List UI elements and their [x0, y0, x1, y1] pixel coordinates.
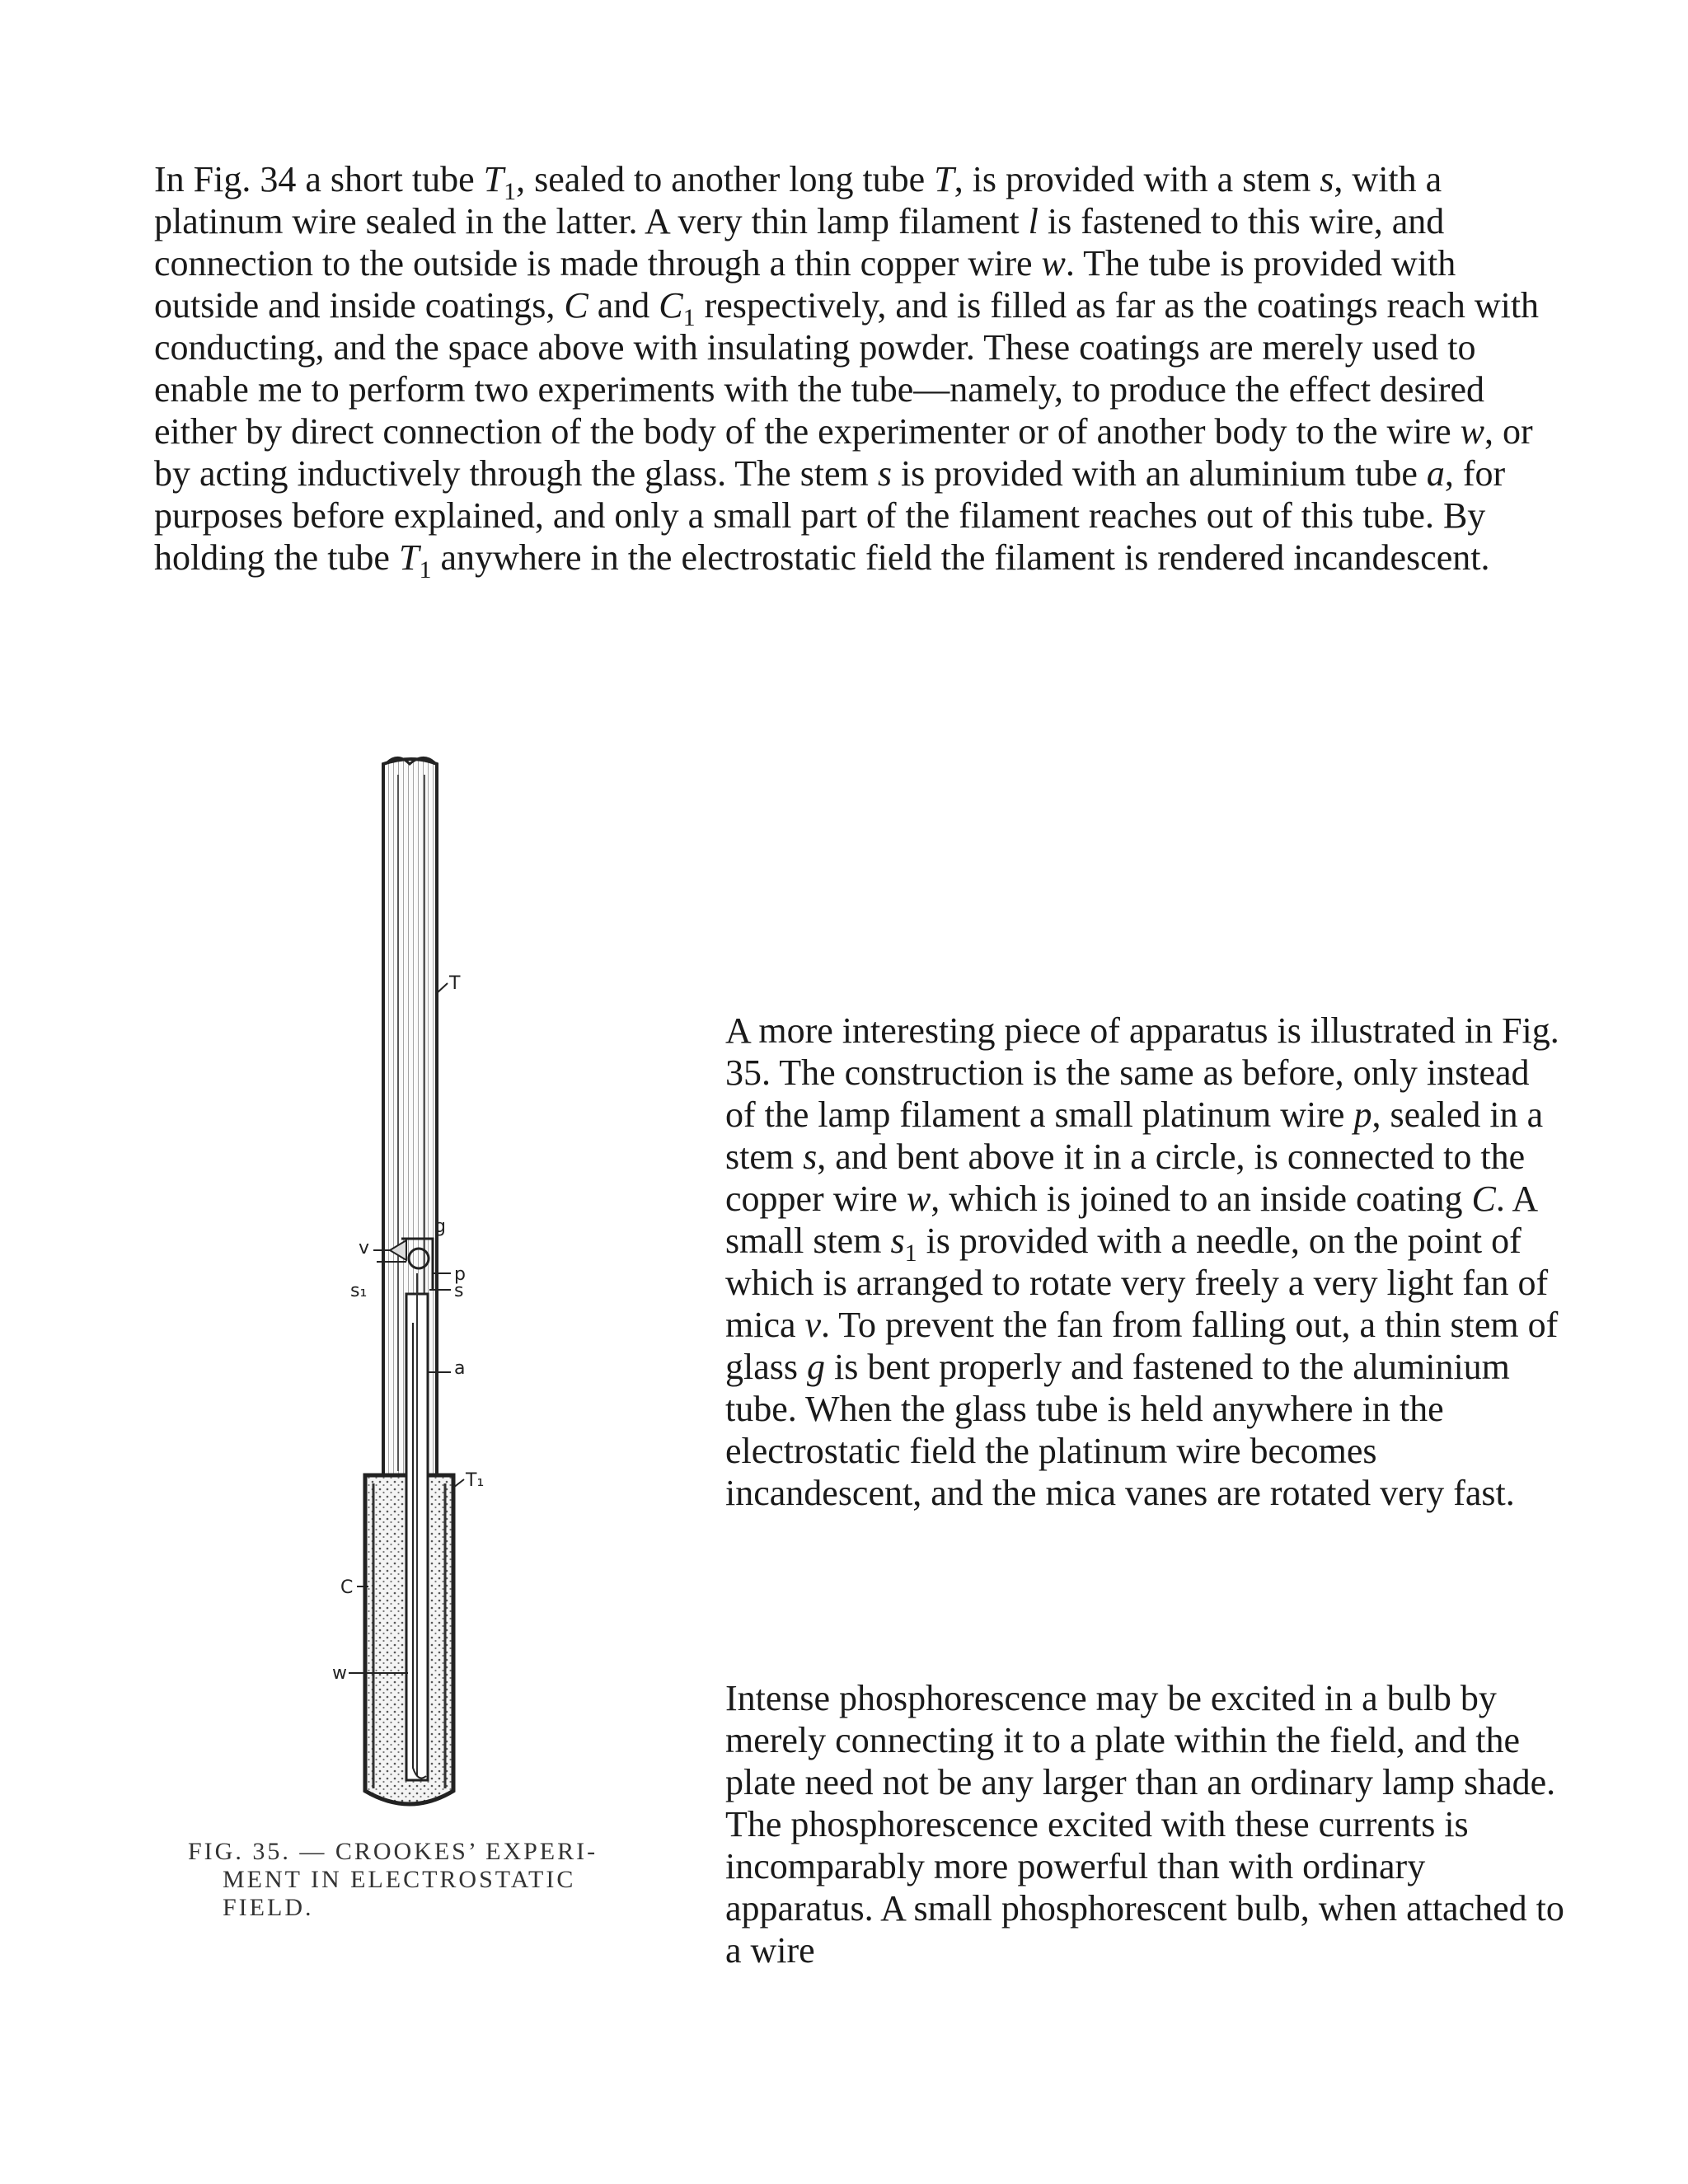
- caption-line-2: MENT IN ELECTROSTATIC: [223, 1866, 576, 1893]
- label-T1: T₁: [466, 1470, 485, 1491]
- label-C: C: [340, 1577, 354, 1598]
- label-w: w: [332, 1663, 347, 1684]
- paragraph-fig35: A more interesting piece of apparatus is illustrated in Fig. 35. The construction is the same as before, only instead of the lamp filament a small platinum wire p, sealed in a stem s, and bent above it in a circle, is connected to the copper wire w, which is joined to an inside coating C. A small stem $s_1$ is provided with a needle, on the point of which is arranged to rotate very freely a very light fan of mica v. To prevent the fan from falling out, a thin stem of glass g is bent properly and fastened to the aluminium tube. When the glass tube is held anywhere in the electrostatic field the platinum wire becomes incandescent, and the mica vanes are rotated very fast.: [725, 1010, 1559, 1513]
- crookes-tube-drawing: [185, 746, 721, 1834]
- label-s1: s₁: [350, 1281, 368, 1301]
- caption-line-1: FIG. 35. — CROOKES’ EXPERI-: [188, 1838, 598, 1865]
- caption-line-3: FIELD.: [223, 1894, 314, 1921]
- label-g: g: [434, 1216, 446, 1237]
- label-p: p: [454, 1264, 466, 1285]
- figure-35-illustration: [185, 746, 721, 1834]
- paragraph-fig34: In Fig. 34 a short tube $T_1$, sealed to another long tube T, is provided with a stem s, with a platinum wire sealed in the latter. A very thin lamp filament l is fastened to this wire, and connection to the outside is made through a thin copper wire w. The tube is provided with outside and inside coatings, C and $C_1$ respectively, and is filled as far as the coatings reach with conducting, and the space above with insulating powder. These coatings are merely used to enable me to perform two experiments with the tube—namely, to produce the effect desired either by direct connection of the body of the experimenter or of another body to the wire w, or by acting inductively through the glass. The stem s is provided with an aluminium tube a, for purposes before explained, and only a small part of the filament reaches out of this tube. By holding the tube $T_1$ anywhere in the electrostatic field the filament is rendered incandescent.: [154, 159, 1540, 583]
- label-T: T: [449, 973, 461, 994]
- figure-caption: [188, 1838, 715, 1922]
- label-s: s: [454, 1281, 464, 1301]
- paragraph-phosphorescence: Intense phosphorescence may be excited in a bulb by merely connecting it to a plate within the field, and the plate need not be any larger than an ordinary lamp shade. The phosphorescence excited with these currents is incomparably more powerful than with ordinary apparatus. A small phosphorescent bulb, when attached to a wire: [725, 1678, 1564, 1971]
- label-a: a: [454, 1358, 466, 1379]
- label-v: v: [359, 1238, 370, 1258]
